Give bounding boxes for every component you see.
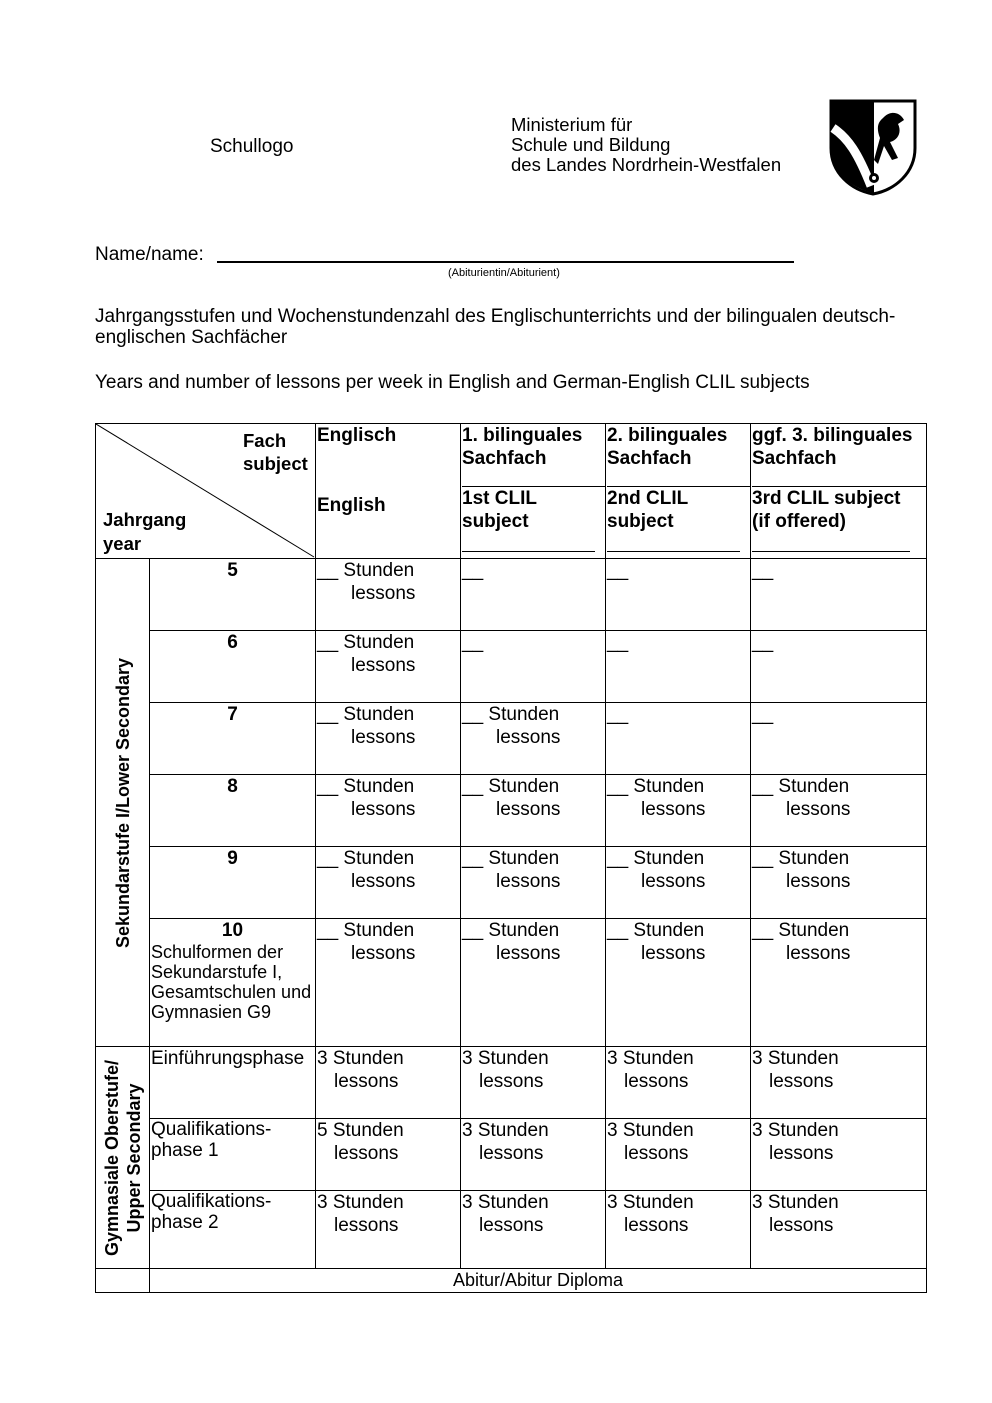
year-cell: 7 <box>150 703 316 775</box>
cell-text: __ <box>317 632 339 653</box>
lesson-cell[interactable] <box>316 775 461 847</box>
ministry-name: Ministerium für Schule und Bildung des Landes Nordrhein-Westfalen <box>511 114 782 175</box>
cell-text: lessons <box>479 1071 544 1092</box>
upper-secondary-label: Gymnasiale Oberstufe/ Upper Secondary <box>96 1047 150 1269</box>
cell-text: lessons <box>786 943 851 964</box>
lessons-table <box>95 423 927 1293</box>
cell-text: lessons <box>624 1215 689 1236</box>
lesson-cell[interactable] <box>461 703 606 775</box>
cell-text: __ <box>317 704 339 725</box>
cell-text: 3rd CLIL subject (if offered) <box>752 487 910 552</box>
lesson-cell[interactable] <box>461 775 606 847</box>
cell-text: lessons <box>624 1071 689 1092</box>
cell-text: Stunden <box>633 776 705 797</box>
phase-cell: Qualifikations-phase 1 <box>150 1119 316 1191</box>
corner-year: Jahrgang year <box>103 509 187 554</box>
table-row <box>96 847 927 919</box>
cell-text: 3 Stunden <box>462 1120 549 1141</box>
lesson-cell[interactable] <box>461 1191 606 1269</box>
cell-text: lessons <box>496 943 561 964</box>
lesson-cell[interactable] <box>606 1119 751 1191</box>
lesson-cell[interactable] <box>316 847 461 919</box>
cell-text: 5 Stunden <box>317 1120 404 1141</box>
cell-text: Sekundarstufe I/Lower Secondary <box>112 657 133 948</box>
lesson-cell[interactable] <box>606 847 751 919</box>
cell-text: __ <box>462 776 484 797</box>
cell-text: __ <box>752 920 774 941</box>
lesson-cell[interactable] <box>316 703 461 775</box>
lesson-cell[interactable] <box>316 1119 461 1191</box>
cell-text: lessons <box>351 727 416 748</box>
year-cell: 9 <box>150 847 316 919</box>
lower-secondary-label <box>96 559 150 1047</box>
cell-text: lessons <box>641 943 706 964</box>
cell-text: __ <box>607 632 629 653</box>
cell-text: Stunden <box>343 560 415 581</box>
cell-text: lessons <box>334 1215 399 1236</box>
cell-text: Stunden <box>488 776 560 797</box>
cell-text: lessons <box>786 799 851 820</box>
cell-text: __ <box>462 704 484 725</box>
cell-text: Stunden <box>633 848 705 869</box>
cell-text: 3 Stunden <box>462 1192 549 1213</box>
cell-text: 3 Stunden <box>752 1120 839 1141</box>
cell-text: ggf. 3. bilinguales Sachfach <box>752 424 926 487</box>
cell-text: 3 Stunden <box>752 1048 839 1069</box>
cell-text: __ <box>317 560 339 581</box>
lesson-cell[interactable] <box>751 919 927 1047</box>
cell-text: lessons <box>641 871 706 892</box>
cell-text: lessons <box>496 871 561 892</box>
table-header-row <box>96 424 927 559</box>
table-row <box>96 919 927 1047</box>
cell-text: Stunden <box>343 920 415 941</box>
cell-text: Stunden <box>488 704 560 725</box>
cell-text: __ <box>462 560 484 581</box>
cell-text: lessons <box>641 799 706 820</box>
lesson-cell[interactable] <box>606 631 751 703</box>
cell-text: __ <box>462 920 484 941</box>
column-header-english: Englisch English <box>316 424 461 559</box>
cell-text: Stunden <box>778 776 850 797</box>
cell-text: lessons <box>334 1071 399 1092</box>
table-row <box>96 1047 927 1119</box>
table-row <box>96 1191 927 1269</box>
table-row <box>96 703 927 775</box>
cell-text: lessons <box>624 1143 689 1164</box>
cell-text: lessons <box>496 727 561 748</box>
year-cell: 10 Schulformen der Sekundarstufe I, Gesamtschulen und Gymnasien G9 <box>150 919 316 1047</box>
cell-text: Stunden <box>343 704 415 725</box>
lesson-cell[interactable] <box>316 919 461 1047</box>
cell-text: lessons <box>496 799 561 820</box>
lesson-cell[interactable] <box>606 703 751 775</box>
cell-text: Stunden <box>778 920 850 941</box>
lesson-cell[interactable] <box>606 1191 751 1269</box>
cell-text: 3 Stunden <box>607 1192 694 1213</box>
cell-text: Stunden <box>488 920 560 941</box>
lesson-cell[interactable] <box>751 775 927 847</box>
table-row <box>96 631 927 703</box>
cell-text: lessons <box>479 1143 544 1164</box>
cell-text: Stunden <box>343 632 415 653</box>
lesson-cell[interactable] <box>316 1047 461 1119</box>
cell-text: Stunden <box>778 848 850 869</box>
cell-text: 3 Stunden <box>462 1048 549 1069</box>
year10-note: Schulformen der Sekundarstufe I, Gesamtschulen und Gymnasien G9 <box>151 942 312 1022</box>
lesson-cell[interactable] <box>316 631 461 703</box>
name-label: Name/name: <box>95 244 204 265</box>
cell-text: 1st CLIL subject <box>462 487 595 552</box>
cell-text: lessons <box>351 871 416 892</box>
lesson-cell[interactable] <box>461 1047 606 1119</box>
cell-text: 3 Stunden <box>607 1048 694 1069</box>
cell-text: __ <box>752 776 774 797</box>
cell-text: __ <box>752 848 774 869</box>
lesson-cell[interactable] <box>606 775 751 847</box>
cell-text: __ <box>607 920 629 941</box>
cell-text: __ <box>317 776 339 797</box>
lesson-cell[interactable] <box>751 1119 927 1191</box>
cell-text: __ <box>462 632 484 653</box>
lesson-cell[interactable] <box>316 1191 461 1269</box>
intro-english: Years and number of lessons per week in English and German-English CLIL subjects <box>95 372 810 393</box>
cell-text: __ <box>607 560 629 581</box>
table-footer-row <box>96 1269 927 1293</box>
abitur-footer: Abitur/Abitur Diploma <box>150 1269 927 1293</box>
lesson-cell[interactable] <box>606 1047 751 1119</box>
cell-text: lessons <box>769 1071 834 1092</box>
cell-text: 2. bilinguales Sachfach <box>607 424 750 487</box>
footer-empty-cell <box>96 1269 150 1293</box>
cell-text: __ <box>752 560 774 581</box>
lesson-cell[interactable] <box>606 919 751 1047</box>
cell-text: lessons <box>334 1143 399 1164</box>
cell-text: 3 Stunden <box>317 1192 404 1213</box>
table-row <box>96 775 927 847</box>
cell-text: lessons <box>769 1215 834 1236</box>
cell-text: __ <box>752 632 774 653</box>
cell-text: 1. bilinguales Sachfach <box>462 424 605 487</box>
cell-text: __ <box>752 704 774 725</box>
cell-text: Stunden <box>343 776 415 797</box>
cell-text: 2nd CLIL subject <box>607 487 740 552</box>
header-corner <box>96 424 316 559</box>
school-logo-placeholder: Schullogo <box>210 136 294 157</box>
year-cell: 6 <box>150 631 316 703</box>
lesson-cell[interactable] <box>751 703 927 775</box>
phase-cell: Qualifikations-phase 2 <box>150 1191 316 1269</box>
cell-text: __ <box>607 776 629 797</box>
corner-subject: Fach subject <box>243 430 308 474</box>
lesson-cell[interactable] <box>316 559 461 631</box>
lesson-cell[interactable] <box>751 1191 927 1269</box>
cell-text: lessons <box>479 1215 544 1236</box>
lesson-cell[interactable] <box>606 559 751 631</box>
column-header-clil-3 <box>751 424 927 559</box>
phase-cell: Einführungsphase <box>150 1047 316 1119</box>
cell-text: __ <box>462 848 484 869</box>
cell-text: __ <box>317 920 339 941</box>
cell-text: lessons <box>351 799 416 820</box>
cell-text: 3 Stunden <box>752 1192 839 1213</box>
table-row <box>96 1119 927 1191</box>
cell-text: lessons <box>351 943 416 964</box>
cell-text: Stunden <box>343 848 415 869</box>
year-cell: 5 <box>150 559 316 631</box>
lesson-cell[interactable] <box>461 1119 606 1191</box>
lesson-cell[interactable] <box>751 1047 927 1119</box>
name-field[interactable] <box>217 261 794 263</box>
lesson-cell[interactable] <box>461 919 606 1047</box>
cell-text: lessons <box>786 871 851 892</box>
lesson-cell[interactable] <box>751 631 927 703</box>
nrw-coat-of-arms-icon <box>828 98 918 196</box>
lesson-cell[interactable] <box>461 847 606 919</box>
lesson-cell[interactable] <box>461 559 606 631</box>
cell-text: __ <box>607 848 629 869</box>
year-cell: 8 <box>150 775 316 847</box>
cell-text: Stunden <box>633 920 705 941</box>
column-header-clil-2 <box>606 424 751 559</box>
intro-german: Jahrgangsstufen und Wochenstundenzahl des Englischunterrichts und der bilingualen deutsch-englischen Sachfächer <box>95 306 896 348</box>
lesson-cell[interactable] <box>751 559 927 631</box>
cell-text: lessons <box>351 655 416 676</box>
name-hint: (Abiturientin/Abiturient) <box>448 267 560 279</box>
cell-text: lessons <box>769 1143 834 1164</box>
cell-text: 3 Stunden <box>317 1048 404 1069</box>
cell-text: lessons <box>351 583 416 604</box>
cell-text: __ <box>607 704 629 725</box>
table-row <box>96 559 927 631</box>
column-header-clil-1 <box>461 424 606 559</box>
cell-text: Stunden <box>488 848 560 869</box>
cell-text: 3 Stunden <box>607 1120 694 1141</box>
lesson-cell[interactable] <box>751 847 927 919</box>
cell-text: __ <box>317 848 339 869</box>
lesson-cell[interactable] <box>461 631 606 703</box>
